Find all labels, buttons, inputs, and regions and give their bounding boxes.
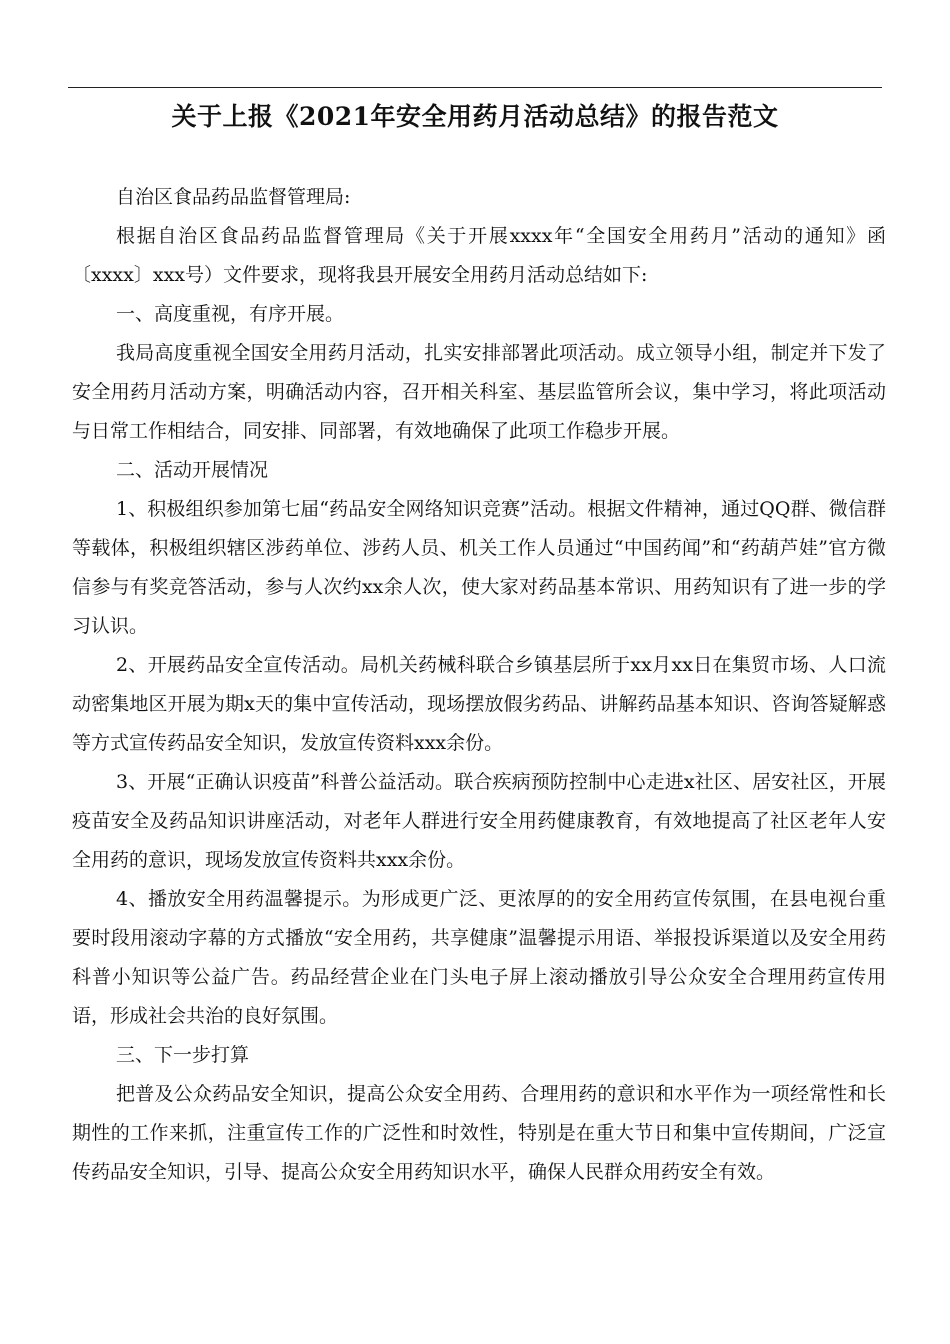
paragraph-section-3: 把普及公众药品安全知识，提高公众安全用药、合理用药的意识和水平作为一项经常性和长期性的工作来抓，注重宣传工作的广泛性和时效性，特别是在重大节日和集中宣传期间，广泛宣传药品安全知识，引导、提高公众安全用药知识水平，确保人民群众用药安全有效。 [72,1083,886,1183]
section-heading-1: 一、高度重视，有序开展。 [116,303,345,325]
document-title: 关于上报《2021年安全用药月活动总结》的报告范文 [171,102,779,131]
paragraph-item-2: 2、开展药品安全宣传活动。局机关药械科联合乡镇基层所于xx月xx日在集贸市场、人口流动密集地区开展为期x天的集中宣传活动，现场摆放假劣药品、讲解药品基本知识、咨询答疑解惑等方式宣传药品安全知识，发放宣传资料xxx余份。 [72,654,886,754]
paragraph-intro: 根据自治区食品药品监督管理局《关于开展xxxx年“全国安全用药月”活动的通知》函〔xxxx〕xxx号）文件要求，现将我县开展安全用药月活动总结如下: [72,225,886,286]
section-heading-2: 二、活动开展情况 [116,459,269,481]
header-rule [68,87,882,88]
section-heading-3: 三、下一步打算 [116,1044,250,1066]
paragraph-section-1: 我局高度重视全国安全用药月活动，扎实安排部署此项活动。成立领导小组，制定并下发了安全用药月活动方案，明确活动内容，召开相关科室、基层监管所会议，集中学习，将此项活动与日常工作相结合，同安排、同部署，有效地确保了此项工作稳步开展。 [72,342,886,442]
paragraph-item-1: 1、积极组织参加第七届“药品安全网络知识竞赛”活动。根据文件精神，通过QQ群、微信群等载体，积极组织辖区涉药单位、涉药人员、机关工作人员通过“中国药闻”和“药葫芦娃”官方微信参与有奖竞答活动，参与人次约xx余人次，使大家对药品基本常识、用药知识有了进一步的学习认识。 [72,498,886,637]
paragraph-item-3: 3、开展“正确认识疫苗”科普公益活动。联合疾病预防控制中心走进x社区、居安社区，开展疫苗安全及药品知识讲座活动，对老年人群进行安全用药健康教育，有效地提高了社区老年人安全用药的意识，现场发放宣传资料共xxx余份。 [72,771,886,871]
paragraph-item-4: 4、播放安全用药温馨提示。为形成更广泛、更浓厚的的安全用药宣传氛围，在县电视台重要时段用滚动字幕的方式播放“安全用药，共享健康”温馨提示用语、举报投诉渠道以及安全用药科普小知识等公益广告。药品经营企业在门头电子屏上滚动播放引导公众安全合理用药宣传用语，形成社会共治的良好氛围。 [72,888,886,1027]
paragraph-addressee: 自治区食品药品监督管理局: [116,186,351,208]
document-body [72,178,886,1192]
